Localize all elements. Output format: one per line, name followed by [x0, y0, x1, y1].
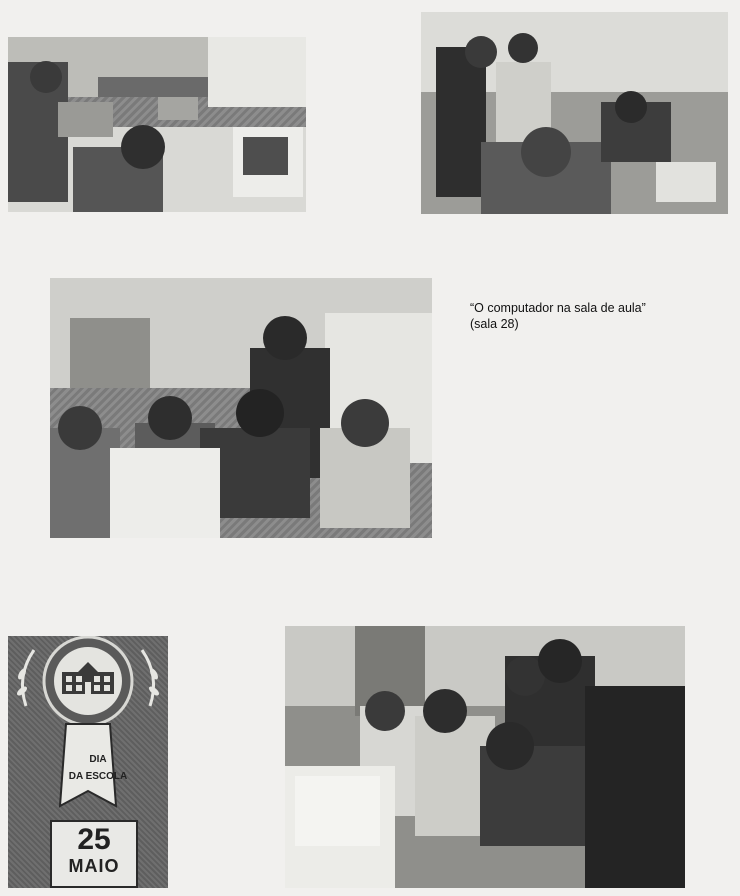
classroom-photo-1	[8, 37, 306, 212]
classroom-photo-icon	[285, 626, 685, 888]
ribbon-label-escola: DA ESCOLA	[68, 771, 128, 782]
date-plate	[50, 820, 138, 888]
classroom-photo-2	[421, 12, 728, 214]
classroom-photo-4	[285, 626, 685, 888]
caption-title: “O computador na sala de aula”	[470, 301, 646, 315]
school-day-emblem	[8, 636, 168, 888]
classroom-photo-icon	[8, 37, 306, 212]
photo-caption	[470, 300, 700, 332]
date-day: 25	[77, 823, 111, 856]
classroom-photo-icon	[50, 278, 432, 538]
classroom-photo-3	[50, 278, 432, 538]
classroom-photo-icon	[421, 12, 728, 214]
date-month: MAIO	[68, 856, 120, 876]
caption-room: (sala 28)	[470, 317, 519, 331]
ribbon-label-dia: DIA	[89, 754, 107, 765]
